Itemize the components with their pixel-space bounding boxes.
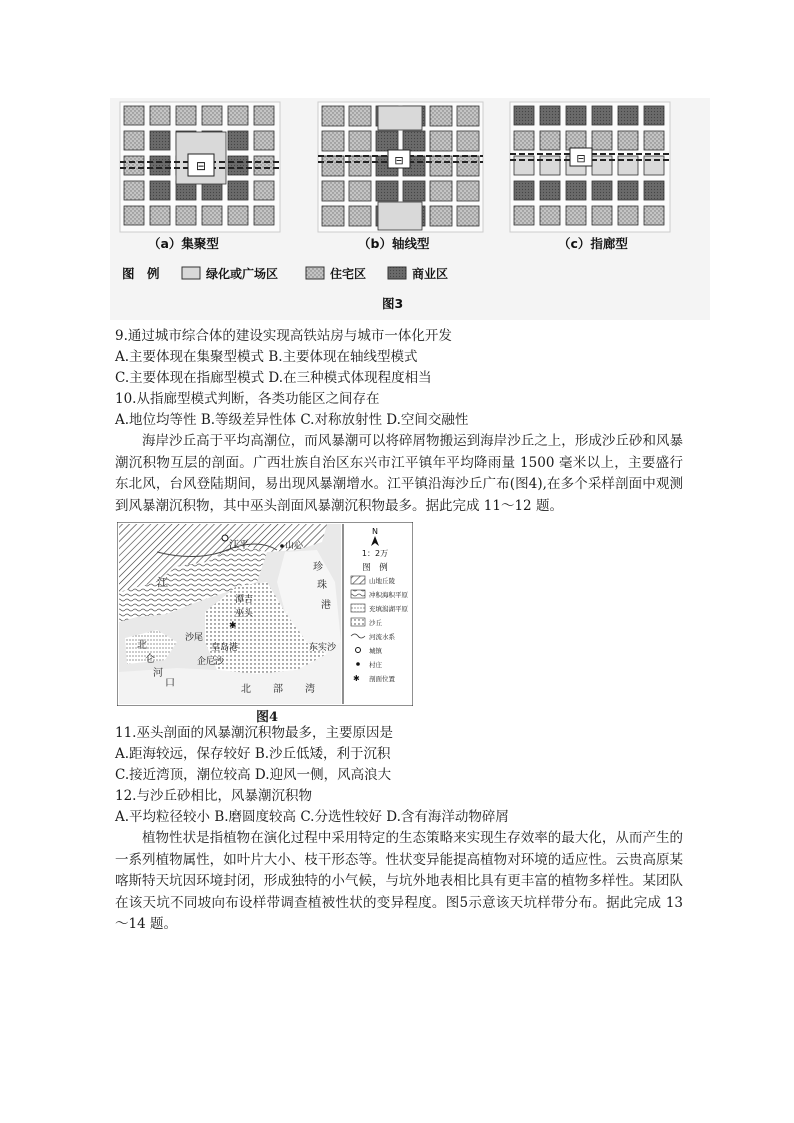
commercial-block	[566, 106, 586, 125]
legend-label-residential: 住宅区	[330, 267, 367, 281]
panel-b-label: （b）轴线型	[358, 236, 430, 251]
place-wutou-island: 皇岛港	[211, 643, 239, 653]
beibu-char2: 部	[273, 684, 283, 695]
legend-dune: 沙丘	[369, 619, 382, 627]
residential-block	[592, 131, 612, 150]
town-marker	[222, 535, 228, 541]
residential-block	[430, 181, 452, 201]
place-wutou: 巫头	[235, 609, 254, 619]
commercial-block	[228, 156, 248, 175]
figure-4-map	[117, 522, 413, 706]
beilun-char2: 仑	[145, 654, 155, 665]
residential-block	[566, 131, 586, 150]
residential-block	[618, 206, 638, 225]
residential-block	[124, 181, 144, 200]
green-block	[592, 156, 612, 175]
commercial-block	[566, 181, 586, 200]
residential-block	[176, 106, 196, 125]
legend-town: 城镇	[369, 647, 382, 655]
commercial-block	[644, 181, 664, 200]
residential-block	[322, 206, 344, 226]
residential-block	[322, 181, 344, 201]
residential-block	[540, 206, 560, 225]
residential-block	[540, 131, 560, 150]
green-block	[644, 156, 664, 175]
residential-block	[254, 106, 274, 125]
panel-a-cluster	[120, 102, 280, 232]
place-shanxin: 山心	[285, 541, 304, 551]
residential-block	[592, 206, 612, 225]
commercial-block	[228, 131, 248, 150]
commercial-block	[376, 131, 398, 151]
legend-profile: 剖面位置	[369, 675, 395, 683]
legend-label-green: 绿化或广场区	[206, 267, 279, 281]
figure3-legend-title: 图 例	[122, 266, 160, 281]
pearl-bay-char1: 珍	[313, 562, 323, 573]
map-scale: 1：2万	[361, 549, 389, 558]
residential-block	[618, 131, 638, 150]
place-shawei: 沙尾	[185, 633, 204, 643]
q10-stem: 10.从指廊型模式判断，各类功能区之间存在	[115, 391, 380, 407]
commercial-block	[376, 181, 398, 201]
figure-3	[110, 98, 710, 320]
pearl-bay-char3: 港	[321, 600, 331, 611]
place-tanji: 潭吉	[235, 595, 254, 605]
q11-options-cd: C.接近湾顶，潮位较高 D.迎风一侧，风高浪大	[115, 767, 392, 783]
green-block	[514, 156, 534, 175]
figure4-caption: 图4	[256, 710, 279, 725]
green-block	[378, 202, 422, 230]
residential-block	[322, 156, 344, 176]
figure3-caption: 图3	[382, 296, 404, 311]
residential-block	[150, 106, 170, 125]
passage-storm-surge: 海岸沙丘高于平均高潮位，而风暴潮可以将碎屑物搬运到海岸沙丘之上，形成沙丘砂和风暴潮沉积物互层的剖面。广西壮族自治区东兴市江平镇年平均降雨量 1500 毫米以上，主要盛行东北风，台风登陆期间，易出现风暴潮增水。江平镇沿海沙丘广布(图4),在多个采样剖面中观测到风暴潮沉积物，其中巫头剖面风暴潮沉积物最多。据此完成 11～12 题。	[115, 433, 683, 514]
svg-text:✱: ✱	[353, 674, 360, 683]
residential-block	[430, 131, 452, 151]
legend-lagoon: 充填潟湖平原	[369, 605, 408, 613]
green-block	[378, 106, 422, 130]
place-town-jiangping: 江平	[229, 540, 249, 551]
residential-block	[644, 206, 664, 225]
q9-stem: 9.通过城市综合体的建设实现高铁站房与城市一体化开发	[115, 328, 452, 344]
commercial-block	[618, 106, 638, 125]
residential-block	[349, 106, 371, 126]
q10-options: A.地位均等性 B.等级差异性体 C.对称放射性 D.空间交融性	[115, 412, 469, 428]
passage-plant-traits: 植物性状是指植物在演化过程中采用特定的生态策略来实现生存效率的最大化，从而产生的一系列植物属性，如叶片大小、枝干形态等。性状变异能提高植物对环境的适应性。云贵高原某喀斯特天坑因环境封闭，形成独特的小气候，与坑外地表相比具有更丰富的植物多样性。某团队在该天坑不同坡向布设样带调查植被性状的变异程度。图5示意该天坑样带分布。据此完成 13～14 题。	[115, 830, 683, 932]
residential-block	[457, 156, 479, 176]
residential-block	[349, 181, 371, 201]
residential-block	[430, 106, 452, 126]
residential-block	[254, 206, 274, 225]
q9-options-cd: C.主要体现在指廊型模式 D.在三种模式体现程度相当	[115, 370, 432, 386]
residential-block	[124, 131, 144, 150]
beilun-char1: 北	[137, 640, 147, 651]
q11-options-ab: A.距海较远，保存较好 B.沙丘低矮，利于沉积	[115, 746, 391, 762]
legend-swatch-green	[182, 267, 200, 279]
panel-a-label: （a）集聚型	[148, 236, 219, 251]
commercial-block	[150, 156, 170, 175]
commercial-block	[592, 181, 612, 200]
residential-block	[644, 131, 664, 150]
place-qiaoshaw: 企尼沙	[197, 657, 225, 667]
beibu-char1: 北	[241, 684, 251, 695]
legend-label-commercial: 商业区	[412, 267, 449, 281]
residential-block	[349, 206, 371, 226]
residential-block	[349, 131, 371, 151]
residential-block	[228, 206, 248, 225]
svg-text:⊟: ⊟	[394, 154, 404, 167]
map-area	[119, 524, 341, 704]
legend-alluvial: 冲积海积平原	[369, 591, 408, 599]
place-dongfang: 东实沙	[309, 643, 337, 653]
legend-swatch-residential	[306, 267, 324, 279]
residential-block	[430, 206, 452, 226]
commercial-block	[644, 106, 664, 125]
residential-block	[457, 131, 479, 151]
residential-block	[176, 206, 196, 225]
residential-block	[202, 106, 222, 125]
residential-block	[514, 206, 534, 225]
residential-block	[430, 156, 452, 176]
residential-block	[322, 106, 344, 126]
residential-block	[349, 156, 371, 176]
beibu-char3: 湾	[305, 684, 315, 695]
residential-block	[124, 106, 144, 125]
legend-hills: 山地丘陵	[369, 577, 395, 585]
legend-village: 村庄	[369, 661, 382, 669]
residential-block	[202, 206, 222, 225]
svg-text:⊟: ⊟	[576, 152, 586, 165]
q12-stem: 12.与沙丘砂相比，风暴潮沉积物	[115, 788, 312, 804]
legend-swatch-commercial	[388, 267, 406, 279]
commercial-block	[150, 181, 170, 200]
green-block	[618, 156, 638, 175]
q9-options-ab: A.主要体现在集聚型模式 B.主要体现在轴线型模式	[115, 349, 418, 365]
residential-block	[254, 181, 274, 200]
beilun-char3: 河	[153, 668, 163, 679]
residential-block	[254, 156, 274, 175]
panel-c-label: （c）指廊型	[558, 236, 628, 251]
commercial-block	[403, 131, 425, 151]
residential-block	[124, 206, 144, 225]
commercial-block	[514, 181, 534, 200]
residential-block	[457, 106, 479, 126]
panel-c-corridor	[510, 102, 670, 232]
commercial-block	[540, 181, 560, 200]
residential-block	[457, 181, 479, 201]
residential-block	[457, 206, 479, 226]
residential-block	[228, 106, 248, 125]
residential-block	[254, 131, 274, 150]
residential-block	[150, 206, 170, 225]
figure4-legend-title: 图 例	[362, 563, 388, 573]
commercial-block	[150, 131, 170, 150]
green-block	[540, 156, 560, 175]
commercial-block	[618, 181, 638, 200]
north-arrow-label: N	[372, 527, 378, 536]
pearl-bay-char2: 珠	[317, 580, 327, 591]
panel-b-axis	[318, 102, 483, 232]
beilun-char4: 口	[165, 678, 175, 689]
q11-stem: 11.巫头剖面的风暴潮沉积物最多，主要原因是	[115, 725, 393, 741]
legend-river: 河流水系	[369, 633, 395, 641]
place-river-char1: 江	[157, 576, 168, 589]
residential-block	[514, 131, 534, 150]
residential-block	[566, 206, 586, 225]
q12-options: A.平均粒径较小 B.磨圆度较高 C.分选性较好 D.含有海洋动物碎屑	[115, 809, 509, 825]
commercial-block	[228, 181, 248, 200]
village-shanxin	[280, 544, 284, 548]
svg-text:⊟: ⊟	[195, 159, 207, 173]
commercial-block	[592, 106, 612, 125]
residential-block	[322, 131, 344, 151]
profile-marker: ✱	[229, 621, 237, 631]
commercial-block	[403, 181, 425, 201]
commercial-block	[514, 106, 534, 125]
residential-block	[124, 156, 144, 175]
commercial-block	[540, 106, 560, 125]
